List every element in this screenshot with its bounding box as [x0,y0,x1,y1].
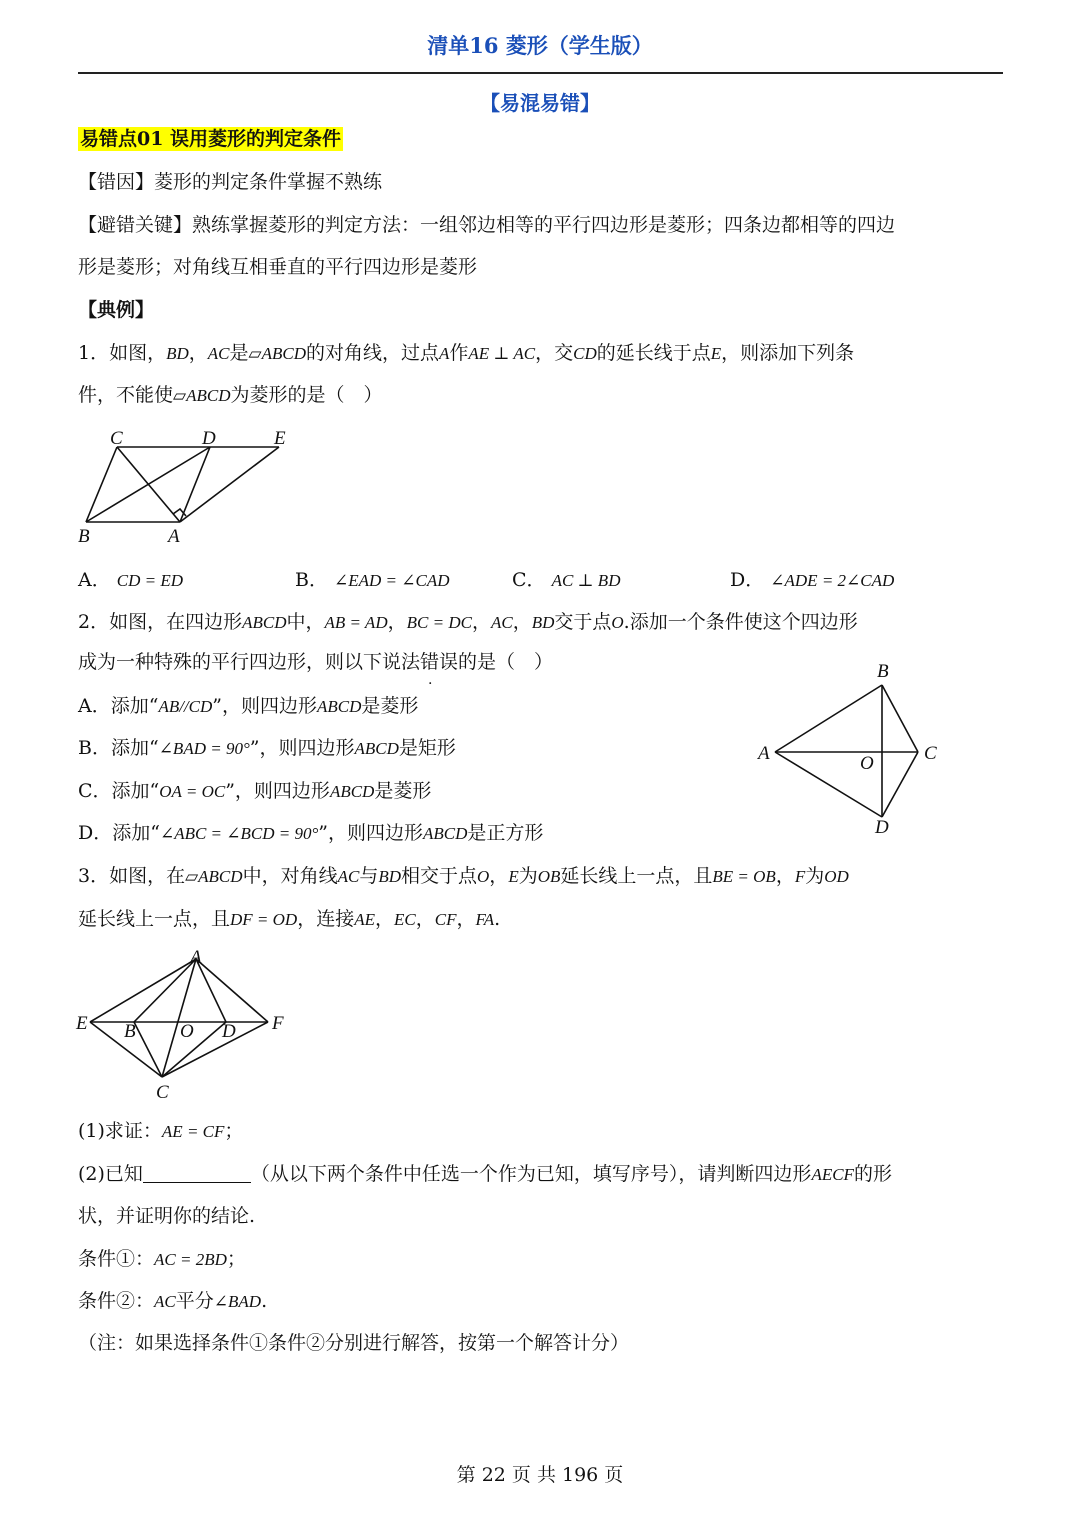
q3-label-b: B [124,1021,136,1042]
q1-option-a: A． CD = ED [78,569,184,591]
q2-line-2: 成为一种特殊的平行四边形，则以下说法错误的是（ ） [78,651,554,673]
q2-line-1: 2．如图，在四边形ABCD中，AB = AD，BC = DC，AC，BD交于点O.添加一个条件使这个四边形 [78,611,858,633]
q3-label-d: D [222,1021,236,1042]
key-line-1: 【避错关键】熟练掌握菱形的判定方法：一组邻边相等的平行四边形是菱形；四条边都相等的四边 [78,214,896,236]
page-header-title: 清单16 菱形（学生版） [427,33,653,58]
q3-sub2-line-1: (2)已知 （从以下两个条件中任选一个作为已知，填写序号），请判断四边形AECF的形 [78,1159,892,1190]
page-footer: 第 22 页 共 196 页 [456,1464,624,1486]
q2-label-a: A [758,743,770,764]
q2-option-b: B．添加“∠BAD = 90°”，则四边形ABCD是矩形 [78,737,456,759]
q1-option-c: C． AC ⊥ BD [512,569,621,591]
q2-line-cd [882,752,918,817]
cause-line: 【错因】菱形的判定条件掌握不熟练 [78,171,383,193]
q3-line-ad [196,959,226,1022]
q3-label-f: F [272,1013,284,1034]
q3-figure [70,945,300,1105]
q2-label-c: C [924,743,937,764]
section-title: 【易混易错】 [480,91,600,115]
q3-label-e: E [76,1013,88,1034]
q2-option-c: C．添加“OA = OC”，则四边形ABCD是菱形 [78,780,432,802]
q3-line-cf [162,1022,268,1077]
q3-answer-blank[interactable] [143,1160,251,1183]
q1-label-d: D [202,428,216,449]
q3-line-1: 3．如图，在▱ABCD中，对角线AC与BD相交于点O，E为OB延长线上一点，且BE = OB，F为OD [78,865,849,887]
q1-line-1: 1．如图，BD，AC是▱ABCD的对角线，过点A作AE ⊥ AC，交CD的延长线于点E，则添加下列条 [78,342,855,364]
q1-line-cb [86,447,117,522]
error-point-heading [78,124,343,154]
q1-figure [70,420,310,550]
header-rule [78,72,1003,74]
example-tag: 【典例】 [78,299,155,321]
q1-label-c: C [110,428,123,449]
q1-line-bd [86,447,210,522]
q1-option-d: D． ∠ADE = 2∠CAD [730,569,895,591]
q1-label-a: A [168,526,180,547]
q3-note: （注：如果选择条件①条件②分别进行解答，按第一个解答计分） [78,1332,630,1354]
q2-figure [750,655,950,840]
q1-option-b: B． ∠EAD = ∠CAD [295,569,450,591]
q2-option-d: D．添加“∠ABC = ∠BCD = 90°”，则四边形ABCD是正方形 [78,822,544,844]
q1-label-b: B [78,526,90,547]
q3-condition-1: 条件①：AC = 2BD； [78,1248,246,1270]
q1-line-2: 件，不能使▱ABCD为菱形的是（ ） [78,384,383,406]
q3-label-c: C [156,1082,169,1103]
q3-sub1: (1)求证：AE = CF； [78,1120,244,1142]
key-line-2: 形是菱形；对角线互相垂直的平行四边形是菱形 [78,256,478,278]
q1-label-e: E [274,428,286,449]
q3-condition-2: 条件②：AC平分∠BAD. [78,1290,268,1312]
q2-label-b: B [877,661,889,682]
q3-line-2: 延长线上一点，且DF = OD，连接AE，EC，CF，FA. [78,908,501,930]
q3-line-bc [134,1022,162,1077]
q3-label-a: A [190,947,202,968]
q2-line-bc [882,685,918,752]
q3-sub2-line-2: 状，并证明你的结论. [78,1205,256,1227]
error-point-title: 易错点01 误用菱形的判定条件 [80,128,342,150]
q3-line-fa [196,959,268,1022]
q2-label-d: D [875,817,889,838]
q2-line-ab [775,685,882,752]
q3-label-o: O [180,1021,194,1042]
q2-label-o: O [860,753,874,774]
q2-option-a: A．添加“AB//CD”，则四边形ABCD是菱形 [78,695,419,717]
